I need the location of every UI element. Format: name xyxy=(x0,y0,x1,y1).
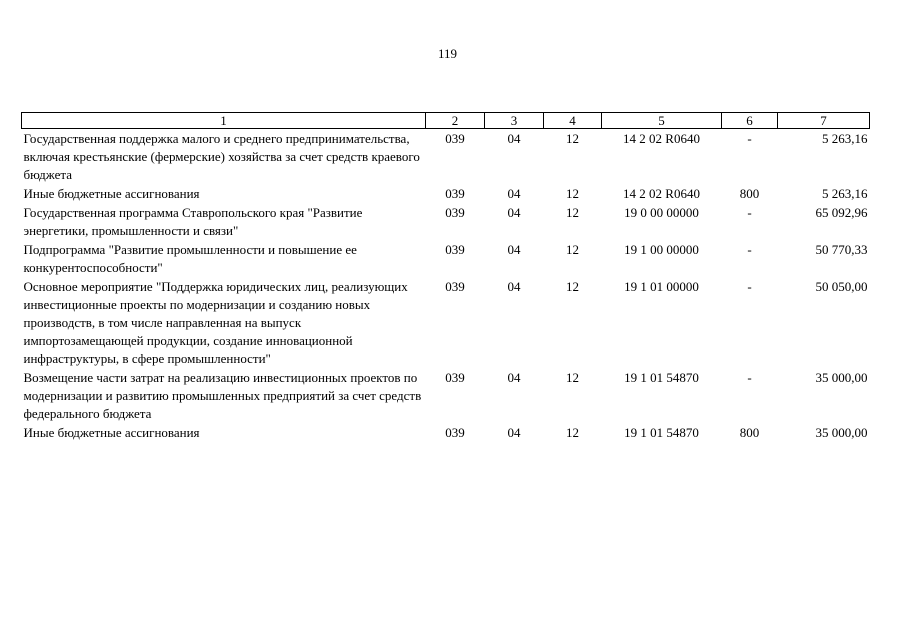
row-subsection-code: 12 xyxy=(566,186,579,201)
row-amount: 35 000,00 xyxy=(815,425,868,440)
row-ministry-code: 039 xyxy=(445,205,465,220)
row-ministry-code: 039 xyxy=(445,186,465,201)
table-row xyxy=(22,129,870,185)
row-name: Государственная программа Ставропольского края "Развитие энергетики, промышленности и связи" xyxy=(23,205,363,238)
row-expense-type: - xyxy=(747,131,752,146)
column-header-5: 5 xyxy=(602,113,722,129)
row-ministry-code: 039 xyxy=(445,279,465,294)
row-subsection-code: 12 xyxy=(566,370,579,385)
column-header-1: 1 xyxy=(22,113,426,129)
row-section-code: 04 xyxy=(507,370,521,385)
row-name: Иные бюджетные ассигнования xyxy=(23,425,200,440)
row-expense-type: - xyxy=(747,370,752,385)
row-target-code: 14 2 02 R0640 xyxy=(623,131,700,146)
row-subsection-code: 12 xyxy=(566,205,579,220)
row-subsection-code: 12 xyxy=(566,242,579,257)
row-ministry-code: 039 xyxy=(445,242,465,257)
row-amount: 65 092,96 xyxy=(815,205,868,220)
row-expense-type: 800 xyxy=(739,425,760,440)
row-name: Основное мероприятие "Поддержка юридических лиц, реализующих инвестиционные проекты по модернизации и созданию новых производств, в том числе направленная на выпуск импортозамещающей продукции, создание инновационной инфраструктуры, в сфере промышленности" xyxy=(23,279,408,366)
row-target-code: 19 1 00 00000 xyxy=(624,242,699,257)
budget-table xyxy=(21,112,870,442)
row-amount: 50 050,00 xyxy=(815,279,868,294)
table-row xyxy=(22,184,870,203)
row-target-code: 19 0 00 00000 xyxy=(624,205,699,220)
row-section-code: 04 xyxy=(507,131,521,146)
row-name: Государственная поддержка малого и среднего предпринимательства, включая крестьянские (фермерские) хозяйства за счет средств краевого бюджета xyxy=(23,131,420,182)
table-header-row xyxy=(22,113,870,129)
row-target-code: 19 1 01 00000 xyxy=(624,279,699,294)
row-amount: 50 770,33 xyxy=(815,242,868,257)
row-section-code: 04 xyxy=(507,279,521,294)
column-header-2: 2 xyxy=(426,113,485,129)
table-row xyxy=(22,423,870,442)
row-expense-type: - xyxy=(747,279,752,294)
row-ministry-code: 039 xyxy=(445,370,465,385)
row-expense-type: - xyxy=(747,242,752,257)
column-header-7: 7 xyxy=(778,113,870,129)
row-amount: 5 263,16 xyxy=(822,131,868,146)
column-header-4: 4 xyxy=(544,113,602,129)
row-section-code: 04 xyxy=(507,425,521,440)
row-ministry-code: 039 xyxy=(445,425,465,440)
page-number: 119 xyxy=(437,46,458,61)
row-subsection-code: 12 xyxy=(566,279,579,294)
row-target-code: 19 1 01 54870 xyxy=(624,370,699,385)
column-header-3: 3 xyxy=(485,113,544,129)
row-name: Возмещение части затрат на реализацию инвестиционных проектов по модернизации и развитию промышленных предприятий за счет средств федерального бюджета xyxy=(23,370,422,421)
row-name: Подпрограмма "Развитие промышленности и повышение ее конкурентоспособности" xyxy=(23,242,357,275)
table-row xyxy=(22,240,870,277)
row-subsection-code: 12 xyxy=(566,425,579,440)
row-amount: 5 263,16 xyxy=(822,186,868,201)
table-row xyxy=(22,368,870,423)
row-name: Иные бюджетные ассигнования xyxy=(23,186,200,201)
row-section-code: 04 xyxy=(507,186,521,201)
row-target-code: 19 1 01 54870 xyxy=(624,425,699,440)
table-row xyxy=(22,277,870,368)
column-header-6: 6 xyxy=(722,113,778,129)
row-section-code: 04 xyxy=(507,205,521,220)
table-row xyxy=(22,203,870,240)
row-target-code: 14 2 02 R0640 xyxy=(623,186,700,201)
row-expense-type: 800 xyxy=(739,186,760,201)
row-expense-type: - xyxy=(747,205,752,220)
row-section-code: 04 xyxy=(507,242,521,257)
row-amount: 35 000,00 xyxy=(815,370,868,385)
row-ministry-code: 039 xyxy=(445,131,465,146)
row-subsection-code: 12 xyxy=(566,131,579,146)
